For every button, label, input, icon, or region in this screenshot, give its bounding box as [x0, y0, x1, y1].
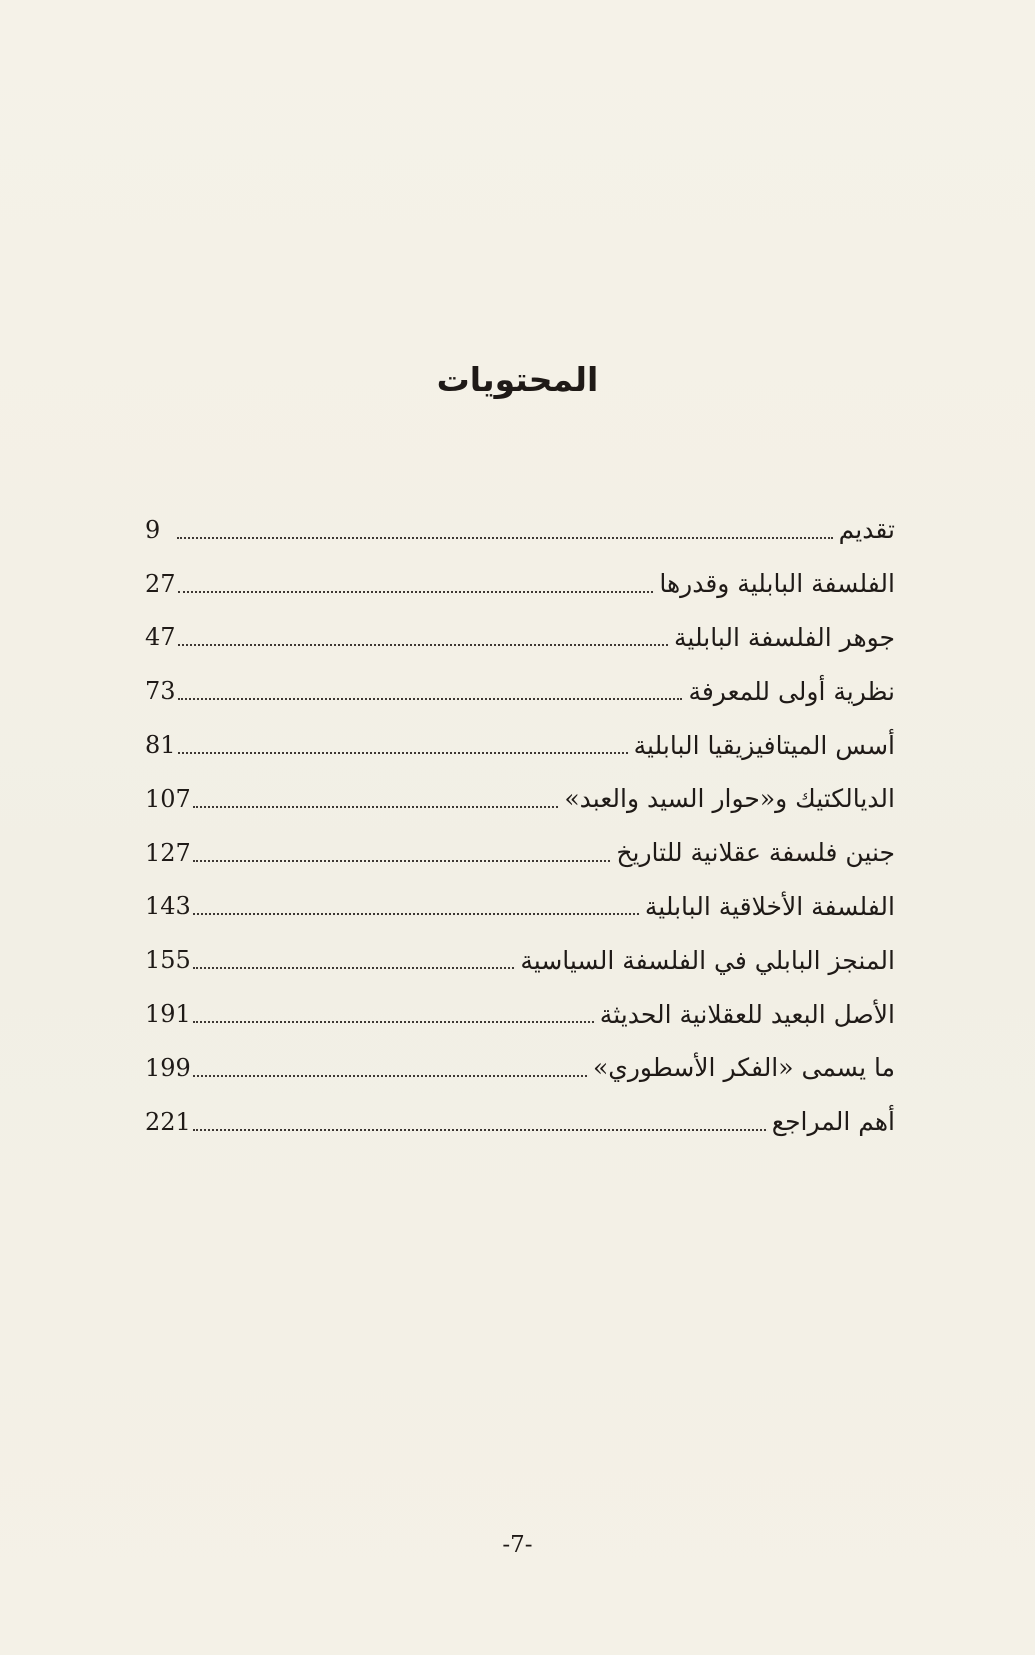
toc-row: [145, 1095, 895, 1149]
toc-dot-leader: [178, 698, 683, 700]
toc-entry-title: نظرية أولى للمعرفة: [688, 676, 895, 706]
toc-page-number: 73: [145, 677, 176, 706]
toc-row: [145, 880, 895, 934]
toc-page-number: 107: [145, 784, 191, 813]
toc-page-number: 143: [145, 892, 191, 921]
toc-entry-title: جنين فلسفة عقلانية للتاريخ: [616, 838, 895, 868]
toc-entry-title: الفلسفة الأخلاقية البابلية: [644, 891, 895, 921]
toc-dot-leader: [193, 1075, 587, 1077]
toc-dot-leader: [178, 644, 668, 646]
toc-page-number: 199: [145, 1053, 191, 1082]
toc-page-number: 81: [145, 731, 176, 760]
toc-page-number: 127: [145, 838, 191, 867]
toc-row: [145, 718, 895, 772]
toc-row: [145, 987, 895, 1041]
toc-entry-title: أسس الميتافيزيقيا البابلية: [633, 730, 895, 760]
toc-dot-leader: [193, 806, 559, 808]
toc-dot-leader: [193, 1129, 766, 1131]
toc-entry-title: تقديم: [838, 515, 895, 545]
page-title: المحتويات: [436, 360, 599, 399]
toc-dot-leader: [193, 860, 611, 862]
toc-page-number: 9: [145, 515, 161, 544]
toc-entry-title: الديالكتيك و«حوار السيد والعبد»: [564, 784, 895, 814]
toc-page-number: 191: [145, 1000, 191, 1029]
toc-row: [145, 772, 895, 826]
toc-row: [145, 1041, 895, 1095]
page-number-folio: -7-: [502, 1532, 533, 1558]
toc-row: [145, 557, 895, 611]
toc-page-number: 155: [145, 946, 191, 975]
toc-entry-title: ما يسمى «الفكر الأسطوري»: [592, 1053, 895, 1083]
table-of-contents: [145, 503, 895, 1149]
toc-entry-title: الفلسفة البابلية وقدرها: [659, 569, 895, 599]
toc-row: [145, 664, 895, 718]
toc-entry-title: المنجز البابلي في الفلسفة السياسية: [520, 945, 895, 975]
toc-page-number: 47: [145, 623, 176, 652]
toc-dot-leader: [193, 967, 515, 969]
toc-entry-title: جوهر الفلسفة البابلية: [674, 622, 895, 652]
toc-dot-leader: [178, 752, 628, 754]
toc-entry-title: الأصل البعيد للعقلانية الحديثة: [599, 999, 895, 1029]
toc-dot-leader: [178, 591, 654, 593]
toc-dot-leader: [193, 1021, 594, 1023]
toc-row: [145, 826, 895, 880]
toc-page-number: 221: [145, 1107, 191, 1136]
toc-dot-leader: [193, 913, 639, 915]
toc-row: [145, 933, 895, 987]
toc-entry-title: أهم المراجع: [771, 1107, 895, 1137]
toc-dot-leader: [177, 537, 833, 539]
toc-page-number: 27: [145, 569, 176, 598]
toc-row: [145, 503, 895, 557]
toc-row: [145, 611, 895, 665]
